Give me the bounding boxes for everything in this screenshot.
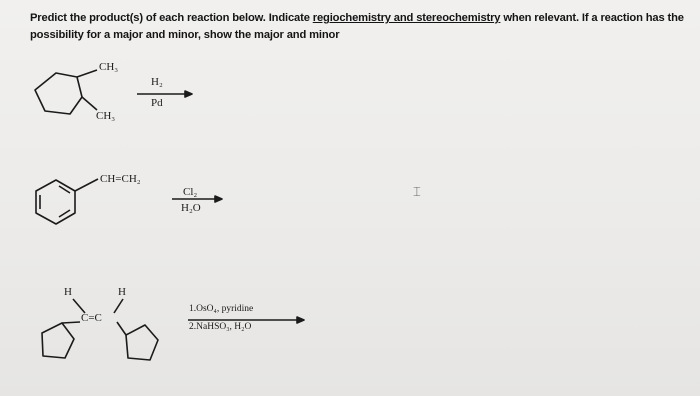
benzene-ring xyxy=(36,180,75,224)
methyl-top-label: CH₃ xyxy=(99,61,119,73)
reagent-h2o-label: H₂O xyxy=(181,202,201,214)
question-underlined: regiochemistry and stereochemistry xyxy=(312,12,501,24)
alkene-label: C=C xyxy=(81,312,102,324)
cyclopentane-right xyxy=(126,325,158,360)
text-cursor-icon: ⌶ xyxy=(413,184,421,199)
reagent-h2-label: H₂ xyxy=(151,76,163,88)
hydrogen-left-label: H xyxy=(64,286,72,298)
methyl-bottom-label: CH₃ xyxy=(96,110,116,122)
hydrogen-right-label: H xyxy=(118,286,126,298)
reagent-cl2-label: Cl₂ xyxy=(183,186,198,198)
cyclohexane-ring xyxy=(35,73,82,114)
vinyl-label: CH=CH₂ xyxy=(100,173,141,185)
question-part2: when relevant. If a reaction has the possibility for a major and minor, show the major and minor xyxy=(30,12,684,41)
cyclopentane-left xyxy=(42,323,74,358)
reagent-pd-label: Pd xyxy=(151,97,163,109)
reagent-oso4-label: 1.OsO₄, pyridine xyxy=(189,304,254,314)
reagent-nahso3-label: 2.NaHSO₃, H₂O xyxy=(189,322,252,332)
question-part1: Predict the product(s) of each reaction below. Indicate xyxy=(30,12,313,24)
